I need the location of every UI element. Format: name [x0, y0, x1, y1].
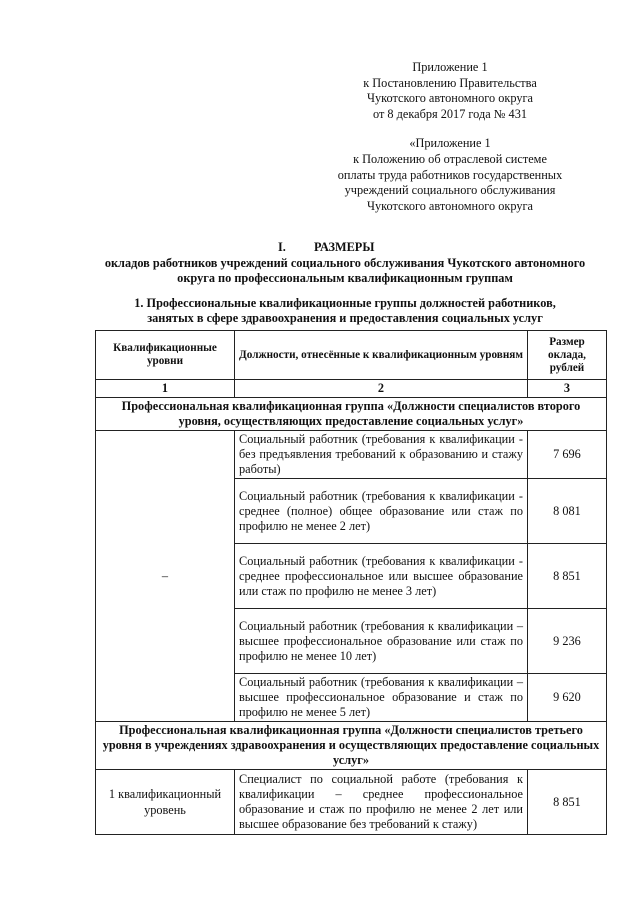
position-cell: Социальный работник (требования к квалификации - среднее профессиональное или высшее образование или стаж по профилю не менее 3 лет) — [235, 544, 528, 609]
section-heading — [70, 296, 620, 326]
title-number: I. — [278, 240, 286, 254]
group-title: Профессиональная квалификационная группа «Должности специалистов третьего уровня в учреждениях здравоохранения и осуществляющих предоставление социальных услуг» — [96, 722, 607, 770]
table-header-row — [96, 331, 607, 380]
appendix-block — [330, 60, 570, 214]
title-line — [70, 240, 620, 256]
appendix-quoted-line: «Приложение 1 — [409, 136, 491, 151]
position-cell: Социальный работник (требования к квалификации - без предъявления требований к образованию и стажу работы) — [235, 431, 528, 479]
group-title: Профессиональная квалификационная группа «Должности специалистов второго уровня, осуществляющих предоставление социальных услуг» — [96, 398, 607, 431]
position-cell: Социальный работник (требования к квалификации - среднее (полное) общее образование или стаж по профилю не менее 2 лет) — [235, 479, 528, 544]
header-salary: Размер оклада, рублей — [528, 331, 607, 380]
appendix-line: Приложение 1 — [412, 60, 488, 74]
header-position: Должности, отнесённые к квалификационным уровням — [235, 331, 528, 380]
group-title-row — [96, 722, 607, 770]
salary-cell: 8 851 — [528, 544, 607, 609]
column-number-row — [96, 380, 607, 398]
level-cell: – — [96, 431, 235, 722]
appendix-quoted-line: учреждений социального обслуживания — [344, 183, 556, 198]
appendix-quoted-line: оплаты труда работников государственных — [337, 167, 563, 182]
spacer — [330, 122, 570, 136]
header-level: Квалификационные уровни — [96, 331, 235, 380]
table-row — [96, 431, 607, 479]
appendix-quoted-line: Чукотского автономного округа — [367, 198, 533, 213]
title-line: округа по профессиональным квалификационным группам — [177, 271, 513, 285]
appendix-quoted-line: к Положению об отраслевой системе — [353, 151, 547, 166]
salary-cell: 7 696 — [528, 431, 607, 479]
salary-cell: 9 236 — [528, 609, 607, 674]
appendix-line: к Постановлению Правительства — [363, 75, 537, 90]
position-cell: Социальный работник (требования к квалификации – высшее профессиональное образование или стаж по профилю не менее 10 лет) — [235, 609, 528, 674]
position-cell: Специалист по социальной работе (требования к квалификации – среднее профессиональное образование и стаж по профилю не менее 2 лет или высшее образование без требований к стажу) — [235, 770, 528, 835]
group-title-row — [96, 398, 607, 431]
column-number: 3 — [528, 380, 607, 398]
section-heading-line: 1. Профессиональные квалификационные группы должностей работников, — [134, 296, 556, 310]
position-cell: Социальный работник (требования к квалификации – высшее профессиональное образование и стаж по профилю не менее 5 лет) — [235, 674, 528, 722]
salary-cell: 8 081 — [528, 479, 607, 544]
salary-cell: 8 851 — [528, 770, 607, 835]
appendix-line: Чукотского автономного округа — [367, 91, 533, 106]
table-row — [96, 770, 607, 835]
salary-table — [95, 330, 607, 835]
level-cell: 1 квалификационный уровень — [96, 770, 235, 835]
title-line: окладов работников учреждений социального обслуживания Чукотского автономного — [104, 256, 586, 270]
column-number: 2 — [235, 380, 528, 398]
document-title — [70, 240, 620, 286]
section-heading-line: занятых в сфере здравоохранения и предоставления социальных услуг — [147, 311, 543, 325]
salary-cell: 9 620 — [528, 674, 607, 722]
title-word: РАЗМЕРЫ — [314, 240, 375, 254]
appendix-line: от 8 декабря 2017 года № 431 — [373, 106, 527, 121]
column-number: 1 — [96, 380, 235, 398]
